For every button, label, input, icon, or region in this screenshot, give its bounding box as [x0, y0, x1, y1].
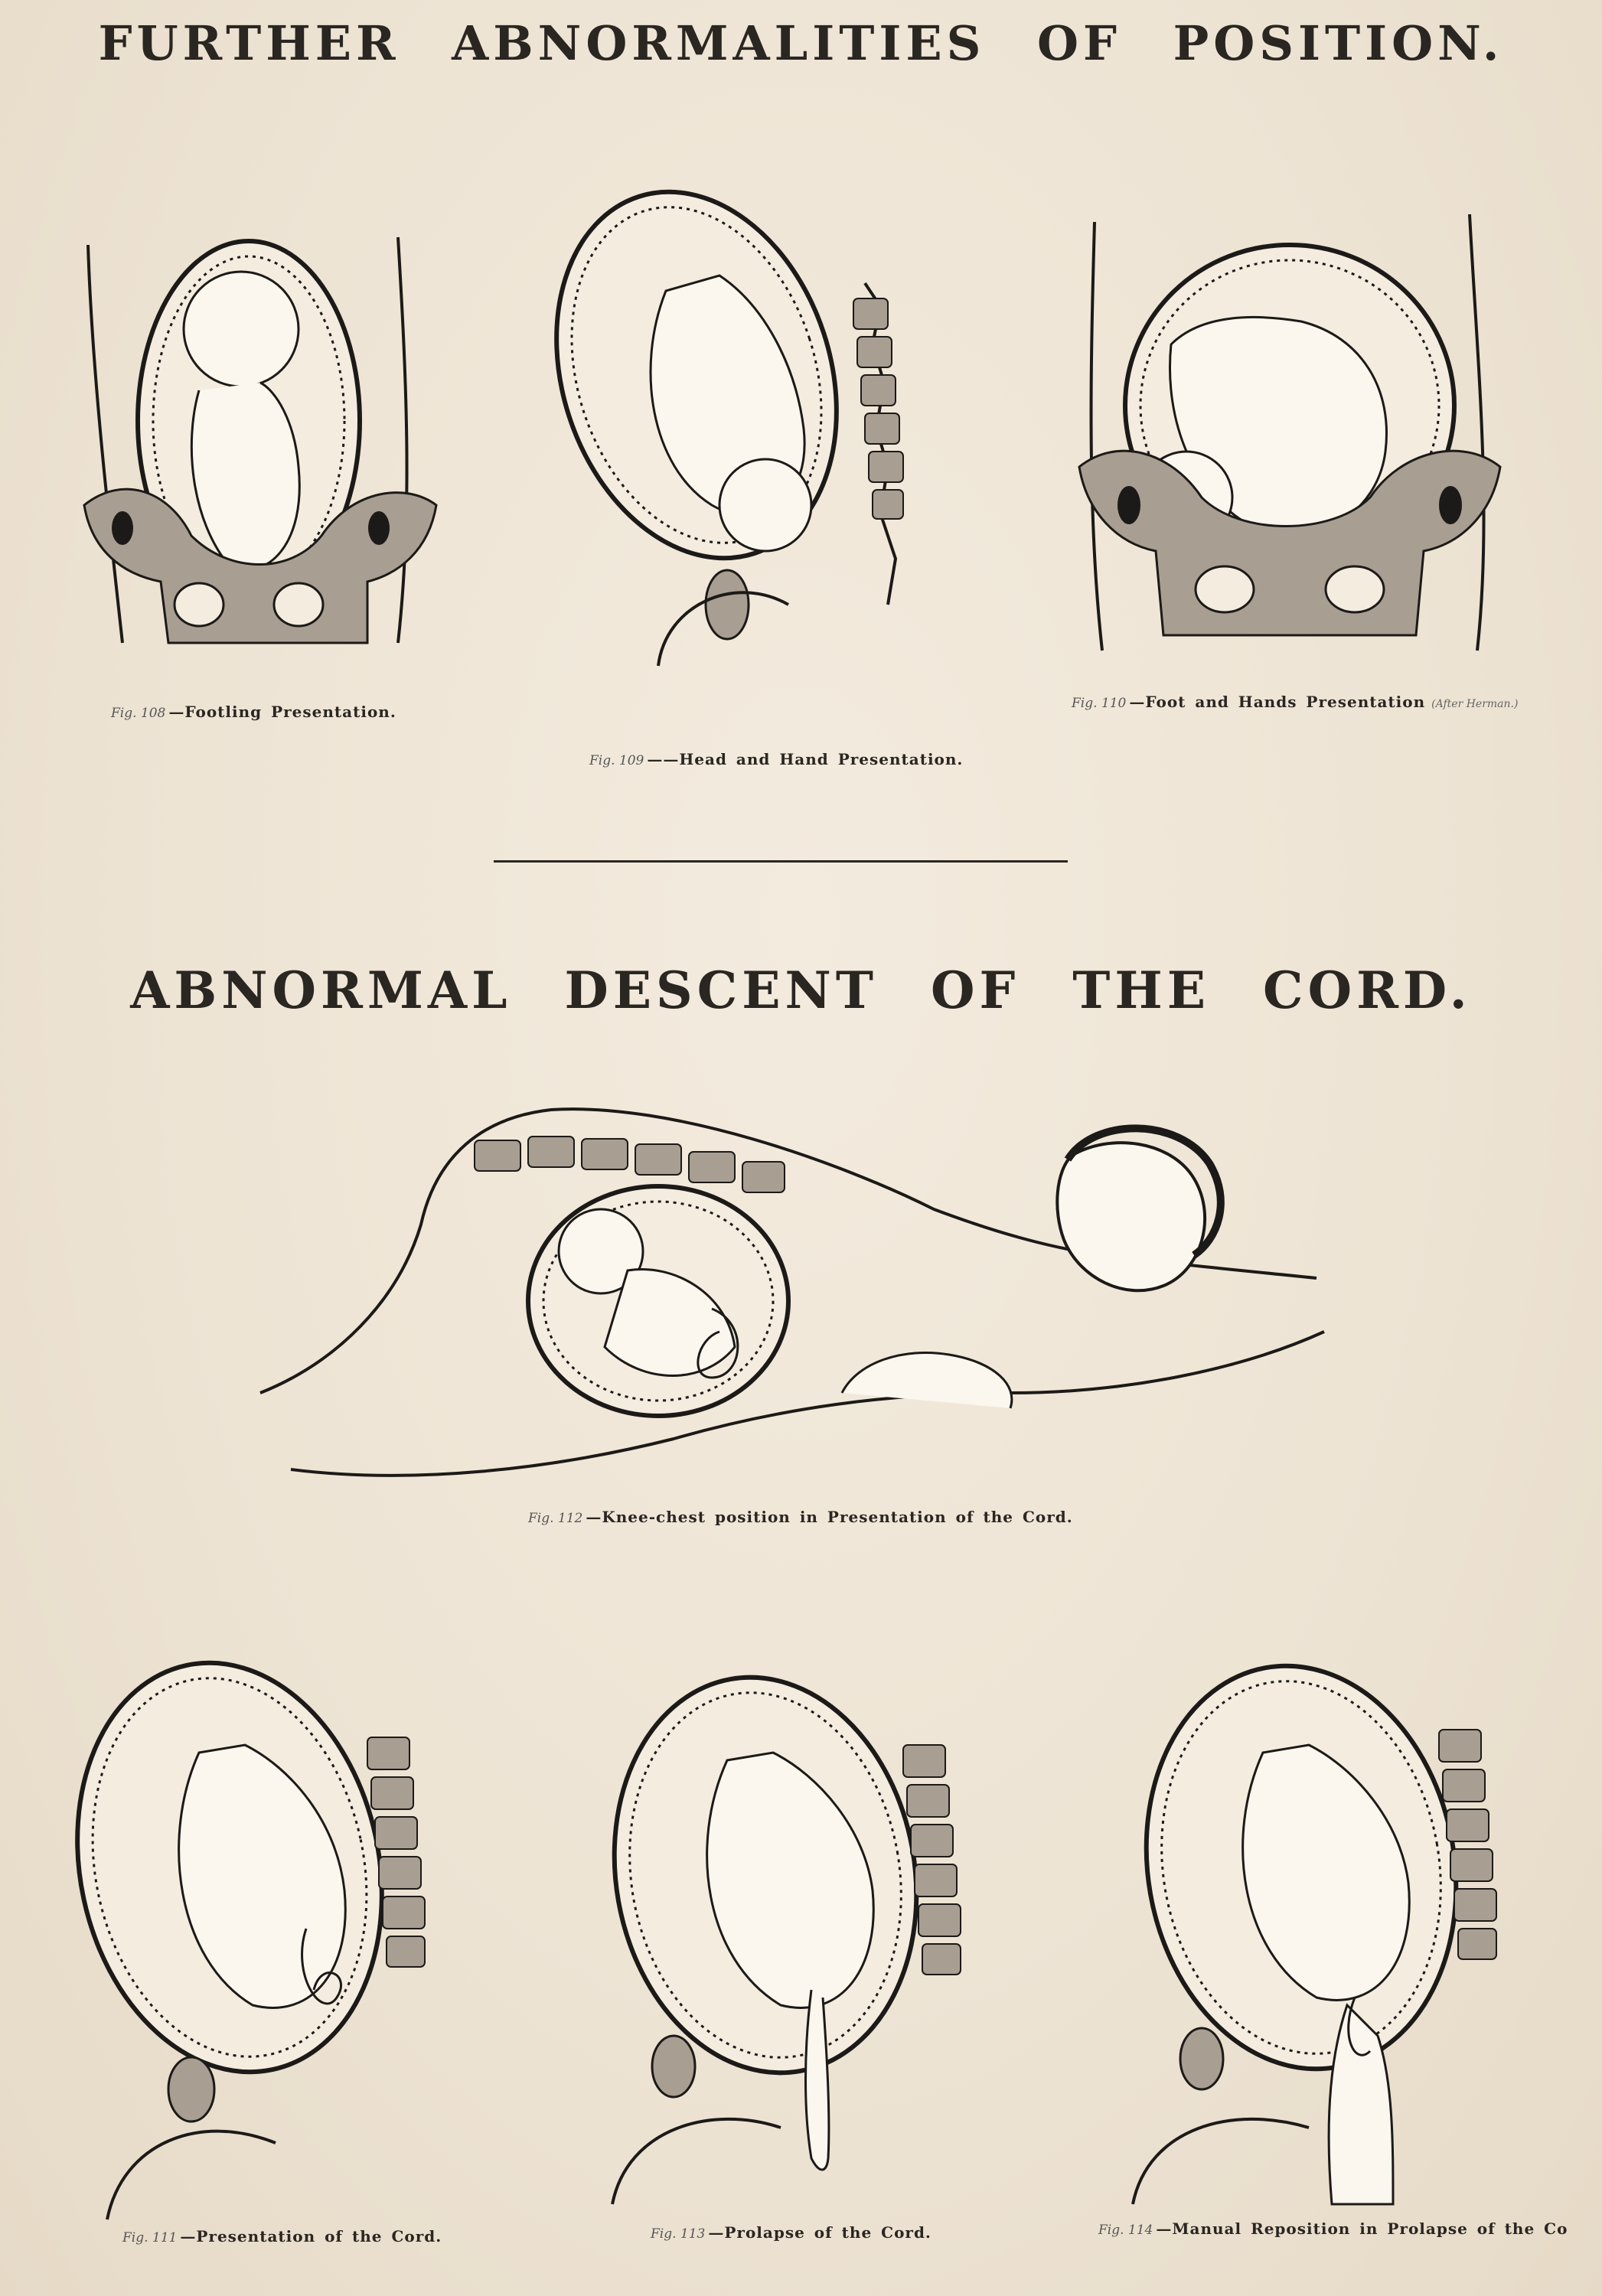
figure-number: Fig. 110: [1072, 696, 1127, 711]
figure-caption-text: —Manual Reposition in Prolapse of the Co: [1156, 2219, 1568, 2238]
illustration-prolapse-of-cord: [582, 1653, 1010, 2219]
figure-number: Fig. 111: [122, 2230, 178, 2245]
figure-110-caption: [1072, 693, 1518, 711]
figure-caption-text: ——Head and Hand Presentation.: [647, 750, 964, 768]
figure-114-manual-reposition: [1102, 1638, 1561, 2219]
illustration-footling: [77, 214, 444, 689]
illustration-foot-and-hands: [1072, 207, 1516, 681]
figure-attribution: (After Herman.): [1431, 698, 1519, 710]
figure-114-caption: [1098, 2219, 1568, 2238]
figure-caption-text: —Prolapse of the Cord.: [708, 2223, 932, 2242]
figure-number: Fig. 114: [1098, 2223, 1153, 2238]
figure-number: Fig. 108: [111, 706, 166, 721]
figure-number: Fig. 113: [651, 2226, 706, 2242]
figure-caption-text: —Foot and Hands Presentation: [1129, 693, 1426, 711]
illustration-presentation-of-cord: [61, 1638, 490, 2235]
figure-113-prolapse-of-cord: [582, 1653, 1010, 2219]
figure-112-knee-chest-position: [245, 1071, 1339, 1508]
figure-108-footling-presentation: [77, 214, 444, 689]
section-title: ABNORMAL DESCENT OF THE CORD.: [130, 960, 1472, 1020]
figure-caption-text: —Presentation of the Cord.: [180, 2227, 442, 2245]
figure-111-presentation-of-cord: [61, 1638, 490, 2235]
figure-108-caption: [111, 703, 396, 721]
page-title: FURTHER ABNORMALITIES OF POSITION.: [98, 15, 1504, 71]
figure-109-caption: [589, 750, 963, 768]
figure-caption-text: —Knee-chest position in Presentation of the Cord.: [586, 1508, 1073, 1526]
section-divider: [494, 860, 1068, 863]
figure-112-caption: [528, 1508, 1073, 1526]
figure-number: Fig. 109: [589, 753, 644, 768]
illustration-manual-reposition: [1102, 1638, 1561, 2219]
illustration-knee-chest: [245, 1071, 1339, 1508]
figure-113-caption: [651, 2223, 932, 2242]
figure-110-foot-and-hands-presentation: [1072, 207, 1516, 681]
illustration-head-and-hand: [536, 176, 964, 681]
figure-number: Fig. 112: [528, 1511, 583, 1526]
figure-caption-text: —Footling Presentation.: [168, 703, 396, 721]
figure-109-head-and-hand-presentation: [536, 176, 964, 681]
figure-111-caption: [122, 2227, 442, 2245]
